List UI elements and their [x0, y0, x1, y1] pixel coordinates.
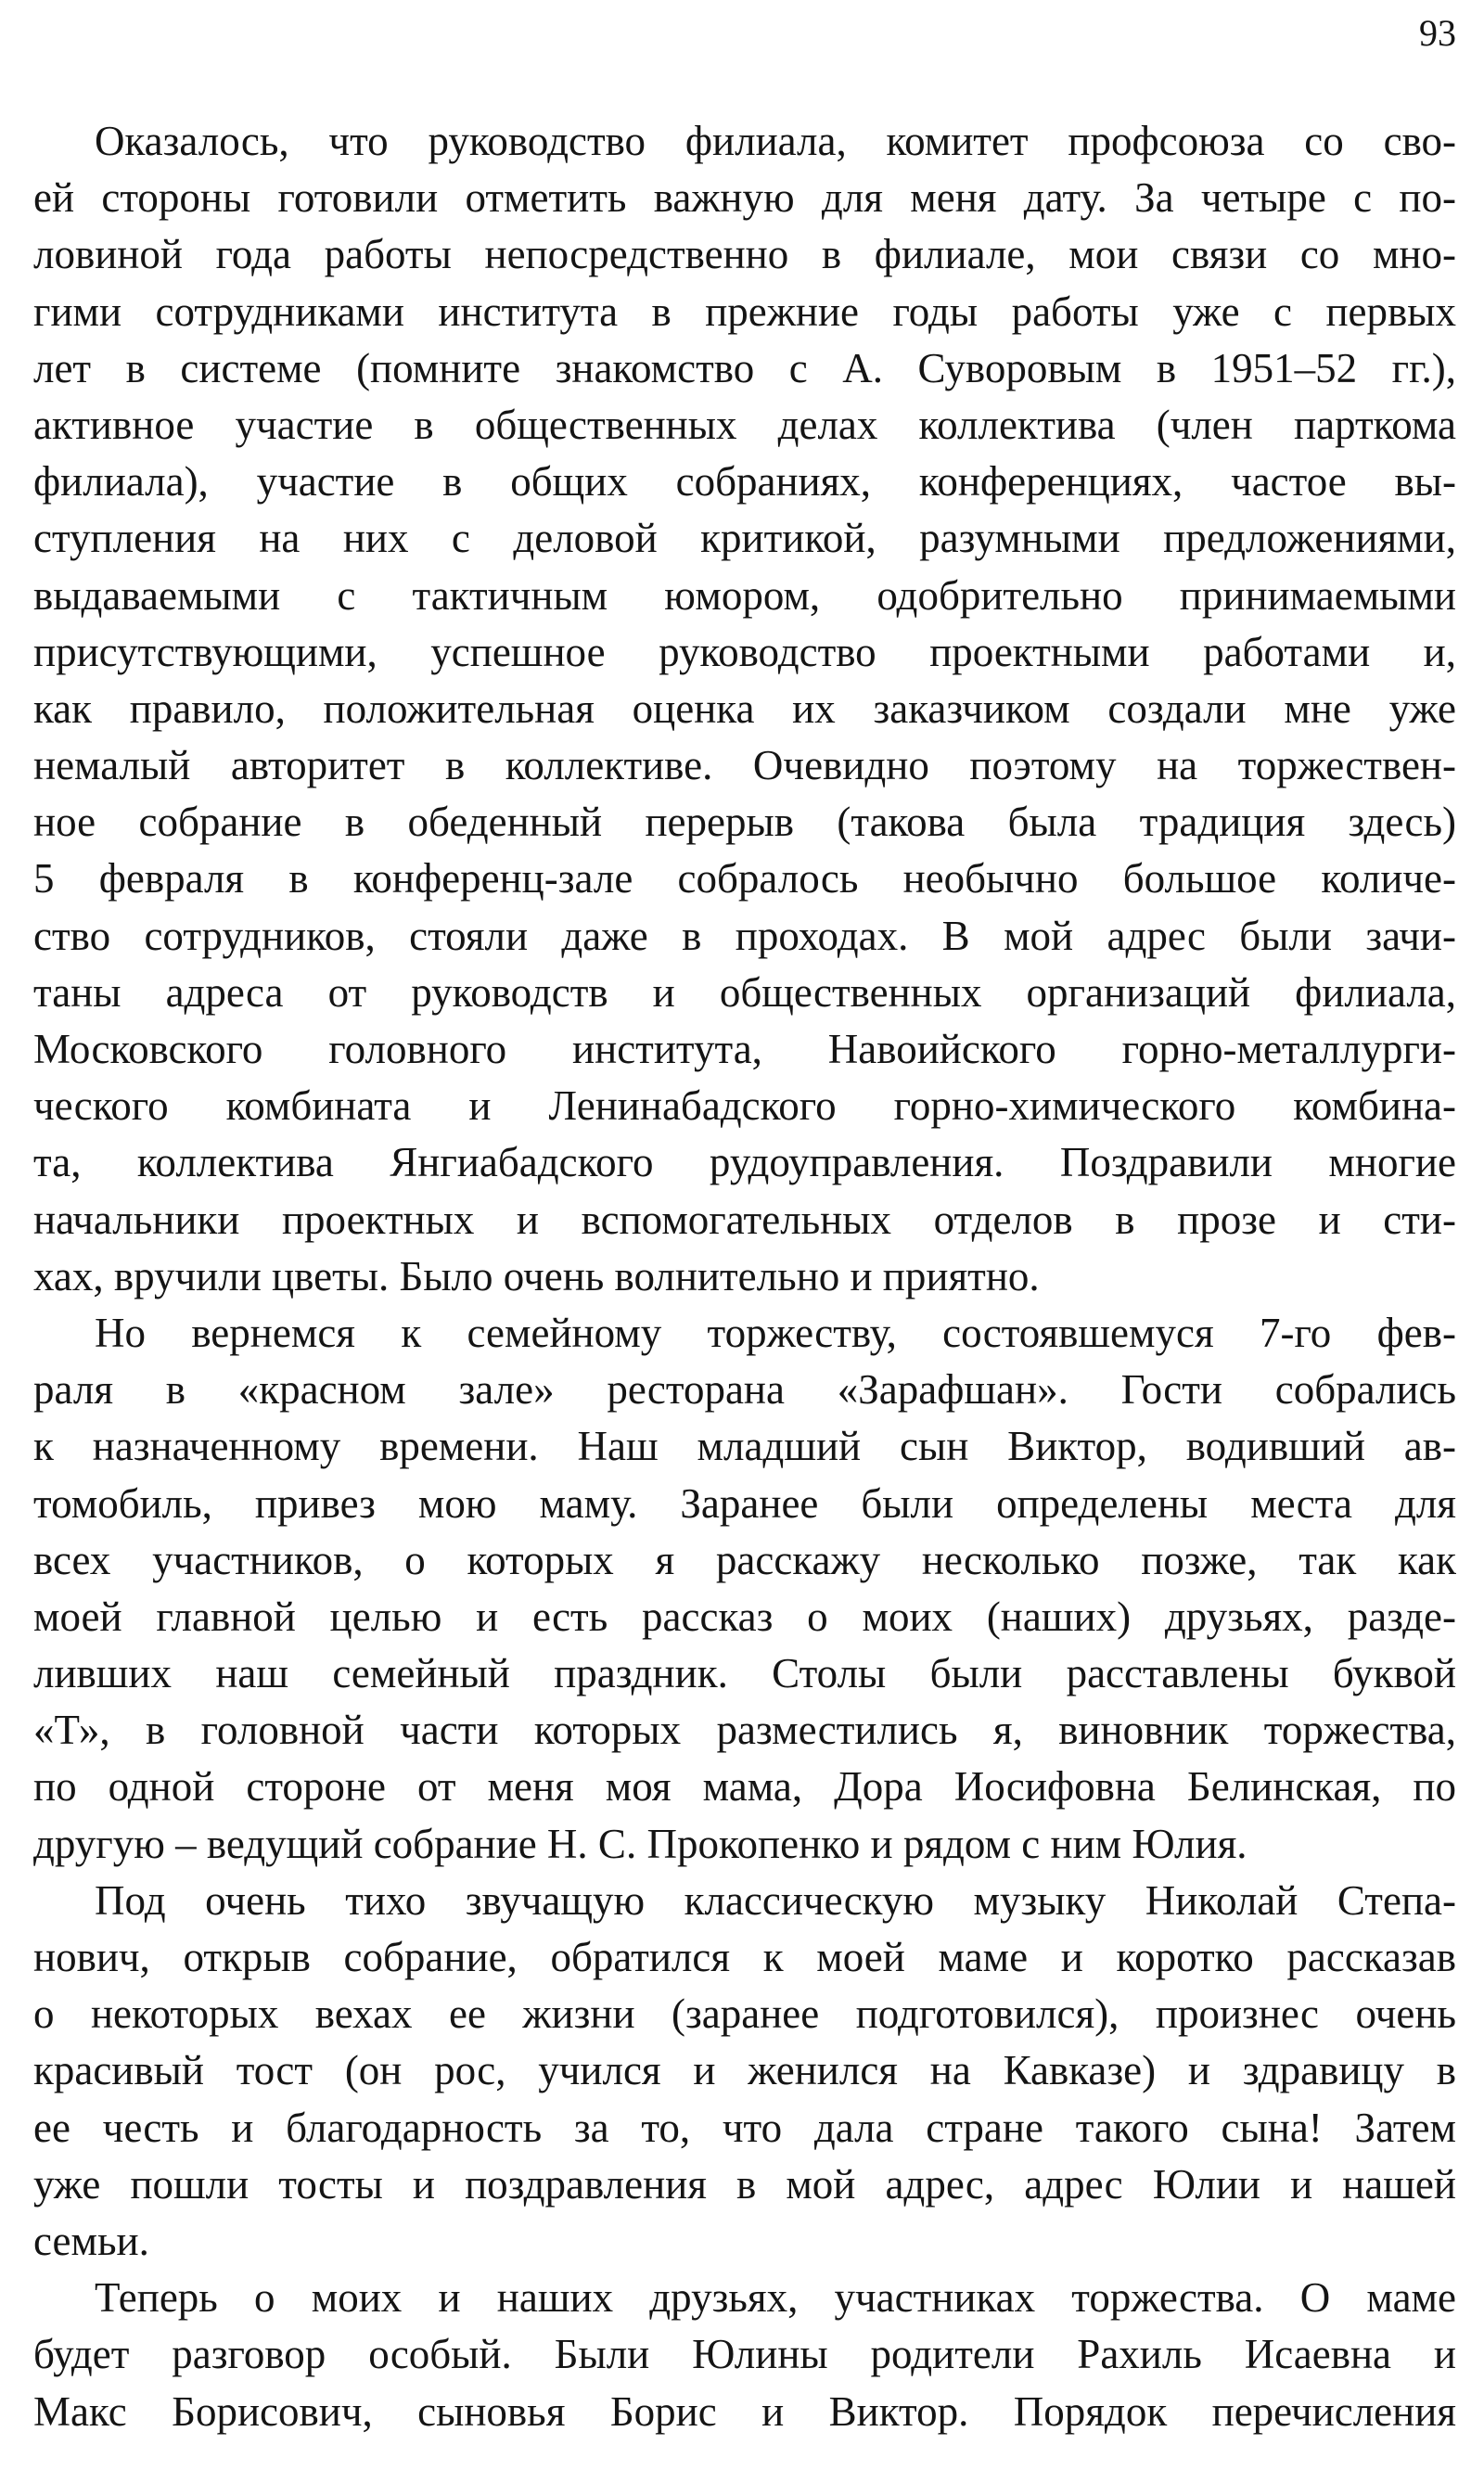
- text-line: семьи.: [33, 2217, 149, 2264]
- text-line: присутствующими, успешное руководство проектными работами и,: [33, 628, 1456, 675]
- text-line: уже пошли тосты и поздравления в мой адрес, адрес Юлии и нашей: [33, 2160, 1456, 2208]
- text-line: выдаваемыми с тактичным юмором, одобрительно принимаемыми: [33, 571, 1456, 619]
- text-line: раля в «красном зале» ресторана «Зарафшан». Гости собрались: [33, 1366, 1456, 1414]
- paragraph: [33, 1873, 1456, 2270]
- text-line: Оказалось, что руководство филиала, комитет профсоюза со сво-: [95, 118, 1456, 164]
- text-line: по одной стороне от меня моя мама, Дора Иосифовна Белинская, по: [33, 1763, 1456, 1811]
- text-line: нович, открыв собрание, обратился к моей маме и коротко рассказав: [33, 1934, 1456, 1980]
- text-line: начальники проектных и вспомогательных отделов в прозе и сти-: [33, 1196, 1456, 1243]
- text-line: гими сотрудниками института в прежние годы работы уже с первых: [33, 288, 1456, 335]
- text-line: ступления на них с деловой критикой, разумными предложениями,: [33, 515, 1456, 562]
- paragraph: [33, 113, 1456, 1305]
- text-line: та, коллектива Янгиабадского рудоуправления. Поздравили многие: [33, 1139, 1456, 1186]
- paragraph: [33, 2270, 1456, 2440]
- text-line: ное собрание в обеденный перерыв (такова была традиция здесь): [33, 799, 1456, 846]
- text-line: «Т», в головной части которых разместились я, виновник торжества,: [33, 1707, 1456, 1754]
- text-line: ческого комбината и Ленинабадского горно-химического комбина-: [33, 1082, 1456, 1130]
- text-line: ее честь и благодарность за то, что дала стране такого сына! Затем: [33, 2104, 1456, 2151]
- paragraph: [33, 1305, 1456, 1873]
- text-line: ливших наш семейный праздник. Столы были расставлены буквой: [33, 1650, 1456, 1697]
- text-line: красивый тост (он рос, учился и женился на Кавказе) и здравицу в: [33, 2047, 1456, 2094]
- page-number: 93: [1419, 12, 1456, 54]
- text-line: ство сотрудников, стояли даже в проходах. В мой адрес были зачи-: [33, 912, 1456, 959]
- text-line: 5 февраля в конференц-зале собралось необычно большое количе-: [33, 855, 1456, 902]
- text-line: моей главной целью и есть рассказ о моих (наших) друзьях, разде-: [33, 1593, 1456, 1640]
- text-line: о некоторых вехах ее жизни (заранее подготовился), произнес очень: [33, 1990, 1456, 2038]
- text-line: лет в системе (помните знакомство с А. Суворовым в 1951–52 гг.),: [33, 344, 1456, 391]
- text-line: ловиной года работы непосредственно в филиале, мои связи со мно-: [33, 231, 1456, 278]
- text-line: Московского головного института, Навоийского горно-металлурги-: [33, 1026, 1456, 1072]
- text-line: будет разговор особый. Были Юлины родители Рахиль Исаевна и: [33, 2331, 1456, 2378]
- text-line: как правило, положительная оценка их заказчиком создали мне уже: [33, 685, 1456, 732]
- text-line: немалый авторитет в коллективе. Очевидно поэтому на торжествен-: [33, 742, 1456, 789]
- text-line: всех участников, о которых я расскажу несколько позже, так как: [33, 1536, 1456, 1583]
- text-line: Под очень тихо звучащую классическую музыку Николай Степа-: [95, 1876, 1456, 1924]
- text-line: филиала), участие в общих собраниях, конференциях, частое вы-: [33, 458, 1456, 506]
- text-line: таны адреса от руководств и общественных организаций филиала,: [33, 968, 1456, 1016]
- text-line: к назначенному времени. Наш младший сын Виктор, водивший ав-: [33, 1423, 1456, 1470]
- text-line: Макс Борисович, сыновья Борис и Виктор. Порядок перечисления: [33, 2387, 1456, 2435]
- text-line: другую – ведущий собрание Н. С. Прокопенко и рядом с ним Юлия.: [33, 1820, 1247, 1867]
- text-line: активное участие в общественных делах коллектива (член парткома: [33, 401, 1456, 448]
- text-line: томобиль, привез мою маму. Заранее были определены места для: [33, 1479, 1456, 1527]
- text-line: Теперь о моих и наших друзьях, участниках торжества. О маме: [95, 2274, 1456, 2322]
- body-text: [33, 113, 1456, 2440]
- text-line: хах, вручили цветы. Было очень волнительно и приятно.: [33, 1252, 1040, 1299]
- text-line: ей стороны готовили отметить важную для меня дату. За четыре с по-: [33, 174, 1456, 222]
- text-line: Но вернемся к семейному торжеству, состоявшемуся 7-го фев-: [95, 1309, 1456, 1356]
